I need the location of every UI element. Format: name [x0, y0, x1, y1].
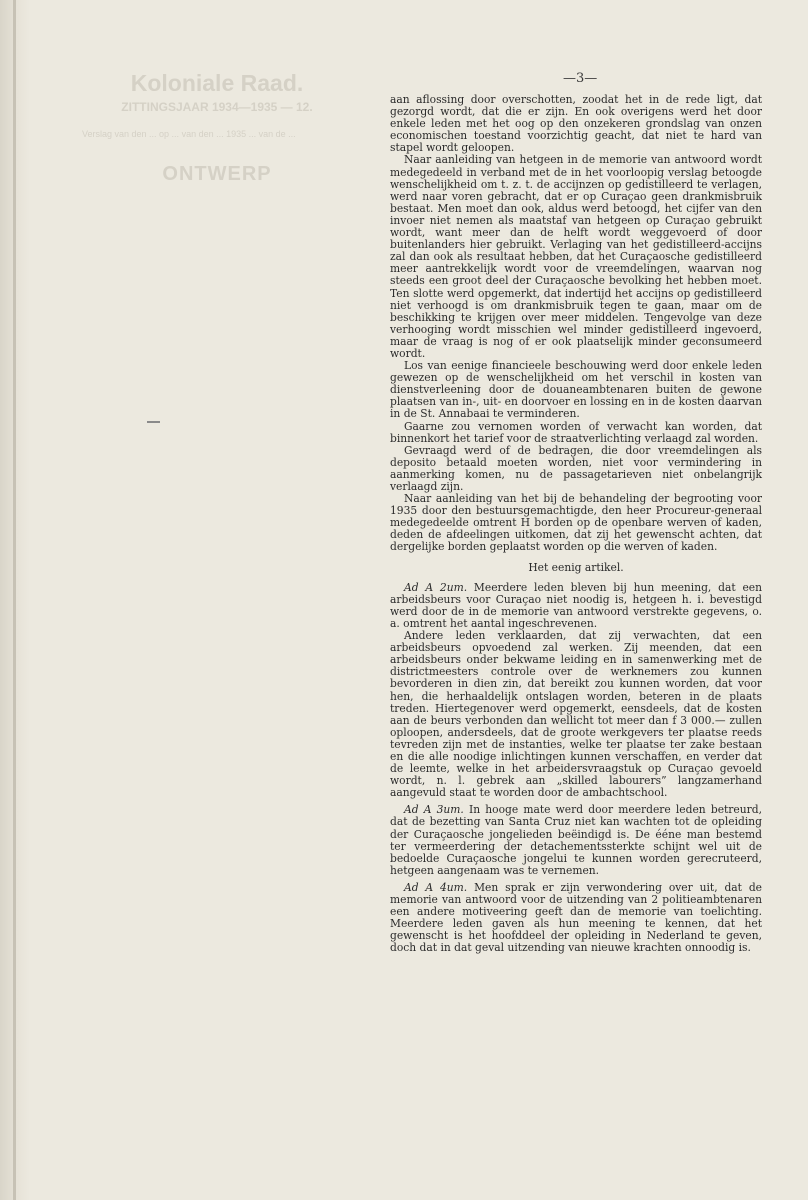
binding-edge — [0, 0, 30, 1200]
ad-paragraph — [390, 804, 762, 877]
show-through-header — [82, 70, 352, 186]
ad-text: In hooge mate werd door meerdere leden betreurd, dat de bezetting van Santa Cruz niet kan wachten tot de opleiding der Curaçaosche jongelieden beëindigd is. De ééne man bestemd ter vermeerdering der detachementssterkte schijnt wel uit de bedoelde Curaçaosche jongelui te kunnen worden gerecruteerd, hetgeen aangenaam was te vernemen. — [390, 803, 762, 877]
ghost-subtitle: ZITTINGSJAAR 1934—1935 — 12. — [121, 99, 313, 114]
ad-paragraph — [390, 582, 762, 630]
ad-text: Men sprak er zijn verwondering over uit, dat de memorie van antwoord voor de uitzending van 2 politieambtenaren een andere motiveering geeft dan de memorie van toelichting. Meerdere leden gaven als hun meening te kennen, dat het gewenscht is het hoofddeel der opleiding in Nederland te geven, doch dat in dat geval uitzending van nieuwe krachten onnoodig is. — [390, 880, 762, 955]
ad-text: Meerdere leden bleven bij hun meening, dat een arbeidsbeurs voor Curaçao niet noodig is, hetgeen h. i. bevestigd werd door de in de memorie van antwoord verstrekte gegevens, o. a. omtrent het aantal ingeschrevenen. — [390, 580, 762, 630]
paragraph: Gevraagd werd of de bedragen, die door vreemdelingen als deposito betaald moeten worden, niet voor vermindering in aanmerking komen, nu de passagetarieven niet onbelangrijk verlaagd zijn. — [390, 443, 762, 493]
ad-label: Ad A 3um. — [404, 803, 464, 817]
ghost-title: Koloniale Raad. — [130, 70, 304, 96]
paragraph: aan aflossing door overschotten, zoodat het in de rede ligt, dat gezorgd wordt, dat die er zijn. En ook overigens werd het door enkele leden met het oog op den onzekeren grondslag van onzen economischen toestand voorzichtig geacht, dat niet te hard van stapel wordt geloopen. — [390, 93, 762, 155]
section-heading: Het eenig artikel. — [528, 560, 624, 574]
ghost-body: Verslag van den ... op ... van den ... 1935 ... van de ... — [82, 128, 296, 139]
paragraph: Los van eenige financieele beschouwing werd door enkele leden gewezen op de wenschelijkheid om het verschil in kosten van dienstverleening door de douaneambtenaren buiten de gewone plaatsen van in-, uit- en doorvoer en lossing en in de kosten daarvan in de St. Annabaai te verminderen. — [390, 359, 762, 421]
text-column — [390, 94, 762, 954]
paragraph: Naar aanleiding van hetgeen in de memorie van antwoord wordt medegedeeld in verband met de in het voorloopig verslag betoogde wenschelijkheid om t. z. t. de accijnzen op gedistilleerd te verlagen, werd naar voren gebracht, dat er op Curaçao geen drankmisbruik bestaat. Men moet dan ook, aldus werd betoogd, het cijfer van den invoer niet nemen als maatstaf van hetgeen op Curaçao gebruikt wordt, want meer dan de helft wordt weggevoerd of door buitenlanders hier gebruikt. Verlaging van het gedistilleerd-accijns zal dan ook als resultaat hebben, dat het Curaçaosche gedistilleerd meer aantrekkelijk wordt voor de vreemdelingen, waarvan nog steeds een groot deel der Curaçaosche bevolking het hebben moet. Ten slotte werd opgemerkt, dat indertijd het accijns op gedistilleerd niet verhoogd is om drankmisbruik tegen te gaan, maar om de beschikking te krijgen over meer middelen. Tengevolge van deze verhooging wordt misschien wel minder gedistilleerd ingevoerd, maar de vraag is nog of er ook plaatselijk minder geconsumeerd wordt. — [390, 153, 762, 360]
margin-mark — [147, 421, 160, 423]
page-number: —3— — [563, 71, 598, 86]
ad-paragraph — [390, 630, 762, 799]
ad-text: Andere leden verklaarden, dat zij verwachten, dat een arbeidsbeurs opvoedend zal werken. Zij meenden, dat een arbeidsbeurs onder bekwame leiding en in samenwerking met de districtmeesters controle over de werknemers zou kunnen bevorderen in dien zin, dat bereikt zou kunnen worden, dat voor hen, die herhaaldelijk ontslagen worden, beteren in de plaats treden. Hiertegenover werd opgemerkt, eensdeels, dat de kosten aan de beurs verbonden dan wellicht tot meer dan f 3 000.— zullen oploopen, andersdeels, dat de groote werkgevers ter plaatse reeds tevreden zijn met de instanties, welke ter plaatse ter zake bestaan en die alle noodige inlichtingen kunnen verschaffen, en verder dat de leemte, welke in het arbeidersvraagstuk op Curaçao gevoeld wordt, n. l. gebrek aan „skilled labourers” langzamerhand aangevuld staat te worden door de ambachtschool. — [390, 629, 762, 800]
ad-label: Ad A 4um. — [404, 880, 468, 894]
paragraph: Naar aanleiding van het bij de behandeling der begrooting voor 1935 door den bestuursgemachtigde, den heer Procureur-generaal medegedeelde omtrent H borden op de openbare werven of kaden, deden de afdeelingen uitkomen, dat zij het gewenscht achten, dat dergelijke borden geplaatst worden op die werven of kaden. — [390, 492, 762, 554]
ghost-stamp: ONTWERP — [162, 163, 272, 186]
ad-paragraph — [390, 882, 762, 955]
paragraph: Gaarne zou vernomen worden of verwacht kan worden, dat binnenkort het tarief voor de straatverlichting verlaagd zal worden. — [390, 419, 762, 445]
ad-label: Ad A 2um. — [404, 580, 468, 594]
